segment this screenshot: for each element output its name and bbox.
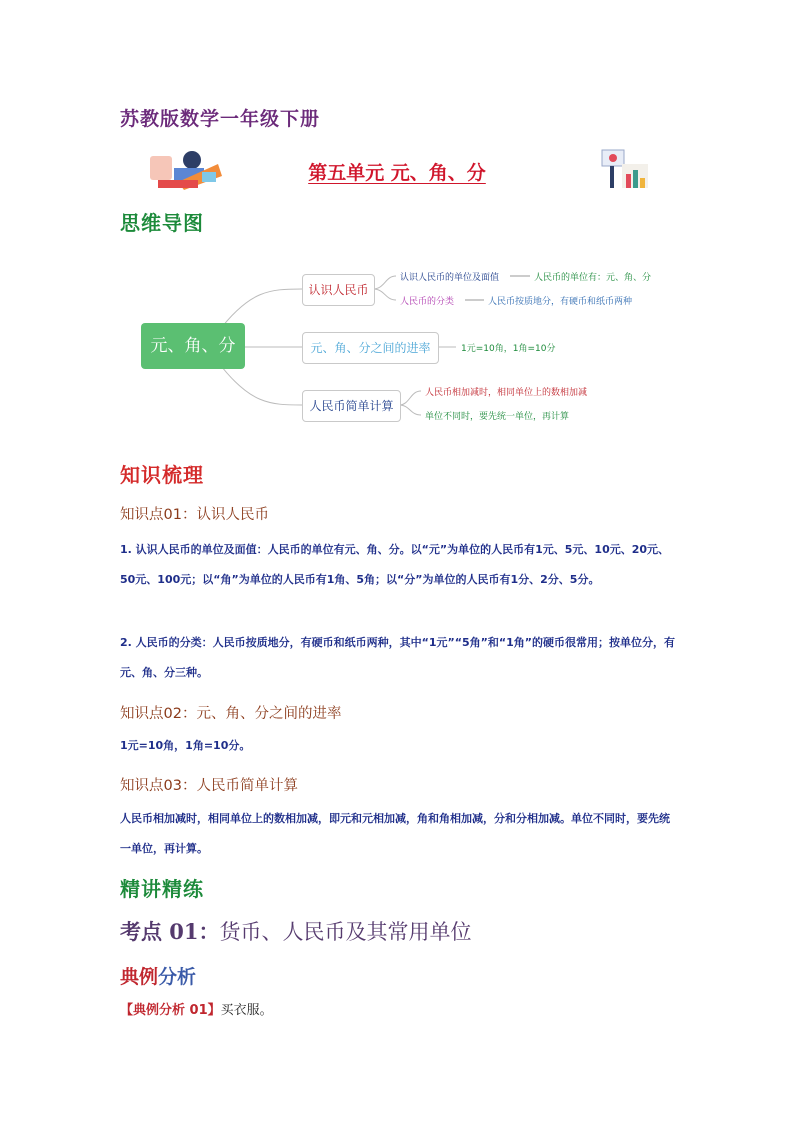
- mindmap-section-title: 思维导图: [120, 211, 204, 235]
- example-01-line: [120, 999, 273, 1018]
- knowledge-point-03-paragraph: 人民币相加减时，相同单位上的数相加减，即元和元相加减，角和角相加减，分和分相加减。单位不同时，要先统一单位，再计算。: [120, 812, 670, 855]
- example-title-part-a: 典例: [120, 966, 159, 988]
- mindmap-leaf-unit-denomination: 认识人民币的单位及面值: [400, 273, 500, 283]
- exam-point-prefix: 考点 01：: [120, 919, 220, 944]
- mindmap-branch-conversion-rate: 元、角、分之间的进率: [302, 332, 439, 364]
- knowledge-point-03-title: 知识点03：人民币简单计算: [120, 778, 298, 794]
- mindmap-branch-recognize-rmb: 认识人民币: [302, 274, 375, 306]
- mindmap-leaf-conversion: 1元=10角，1角=10分: [461, 344, 556, 354]
- knowledge-point-01-paragraph-2: 2. 人民币的分类：人民币按质地分，有硬币和纸币两种，其中“1元”“5角”和“1角”的硬币很常用；按单位分，有元、角、分三种。: [120, 636, 675, 679]
- practice-section-title: 精讲精练: [120, 877, 204, 901]
- example-01-tag: 【典例分析 01】: [120, 1003, 221, 1018]
- exam-point-heading: [120, 916, 472, 946]
- knowledge-point-02-paragraph: 1元=10角，1角=10分。: [120, 739, 251, 752]
- knowledge-point-02-title: 知识点02：元、角、分之间的进率: [120, 706, 342, 722]
- example-title-part-b: 分析: [158, 966, 197, 988]
- knowledge-point-01-title: 知识点01：认识人民币: [120, 507, 269, 523]
- mindmap-leaf-add-subtract: 人民币相加减时，相同单位上的数相加减: [425, 388, 588, 398]
- knowledge-point-01-paragraph-1: 1. 认识人民币的单位及面值：人民币的单位有元、角、分。以“元”为单位的人民币有1元、5元、10元、20元、50元、100元；以“角”为单位的人民币有1角、5角；以“分”为单位的人民币有1分、2分、5分。: [120, 543, 670, 586]
- mindmap-leaf-classification-detail: 人民币按质地分，有硬币和纸币两种: [488, 297, 633, 307]
- mindmap-root-node: 元、角、分: [141, 323, 245, 369]
- mindmap-branch-simple-calculation: 人民币简单计算: [302, 390, 401, 422]
- mindmap-leaf-unit-detail: 人民币的单位有：元、角、分: [534, 273, 652, 283]
- mindmap-leaf-unify-units: 单位不同时，要先统一单位，再计算: [425, 412, 570, 422]
- example-01-text: 买衣服。: [220, 1003, 273, 1018]
- knowledge-section-title: 知识梳理: [120, 463, 204, 487]
- document-header-title: 苏教版数学一年级下册: [120, 108, 321, 130]
- example-analysis-heading: [120, 962, 196, 989]
- mindmap-leaf-classification: 人民币的分类: [400, 297, 455, 307]
- exam-point-text: 货币、人民币及其常用单位: [219, 920, 472, 944]
- unit-title: 第五单元 元、角、分: [308, 162, 486, 184]
